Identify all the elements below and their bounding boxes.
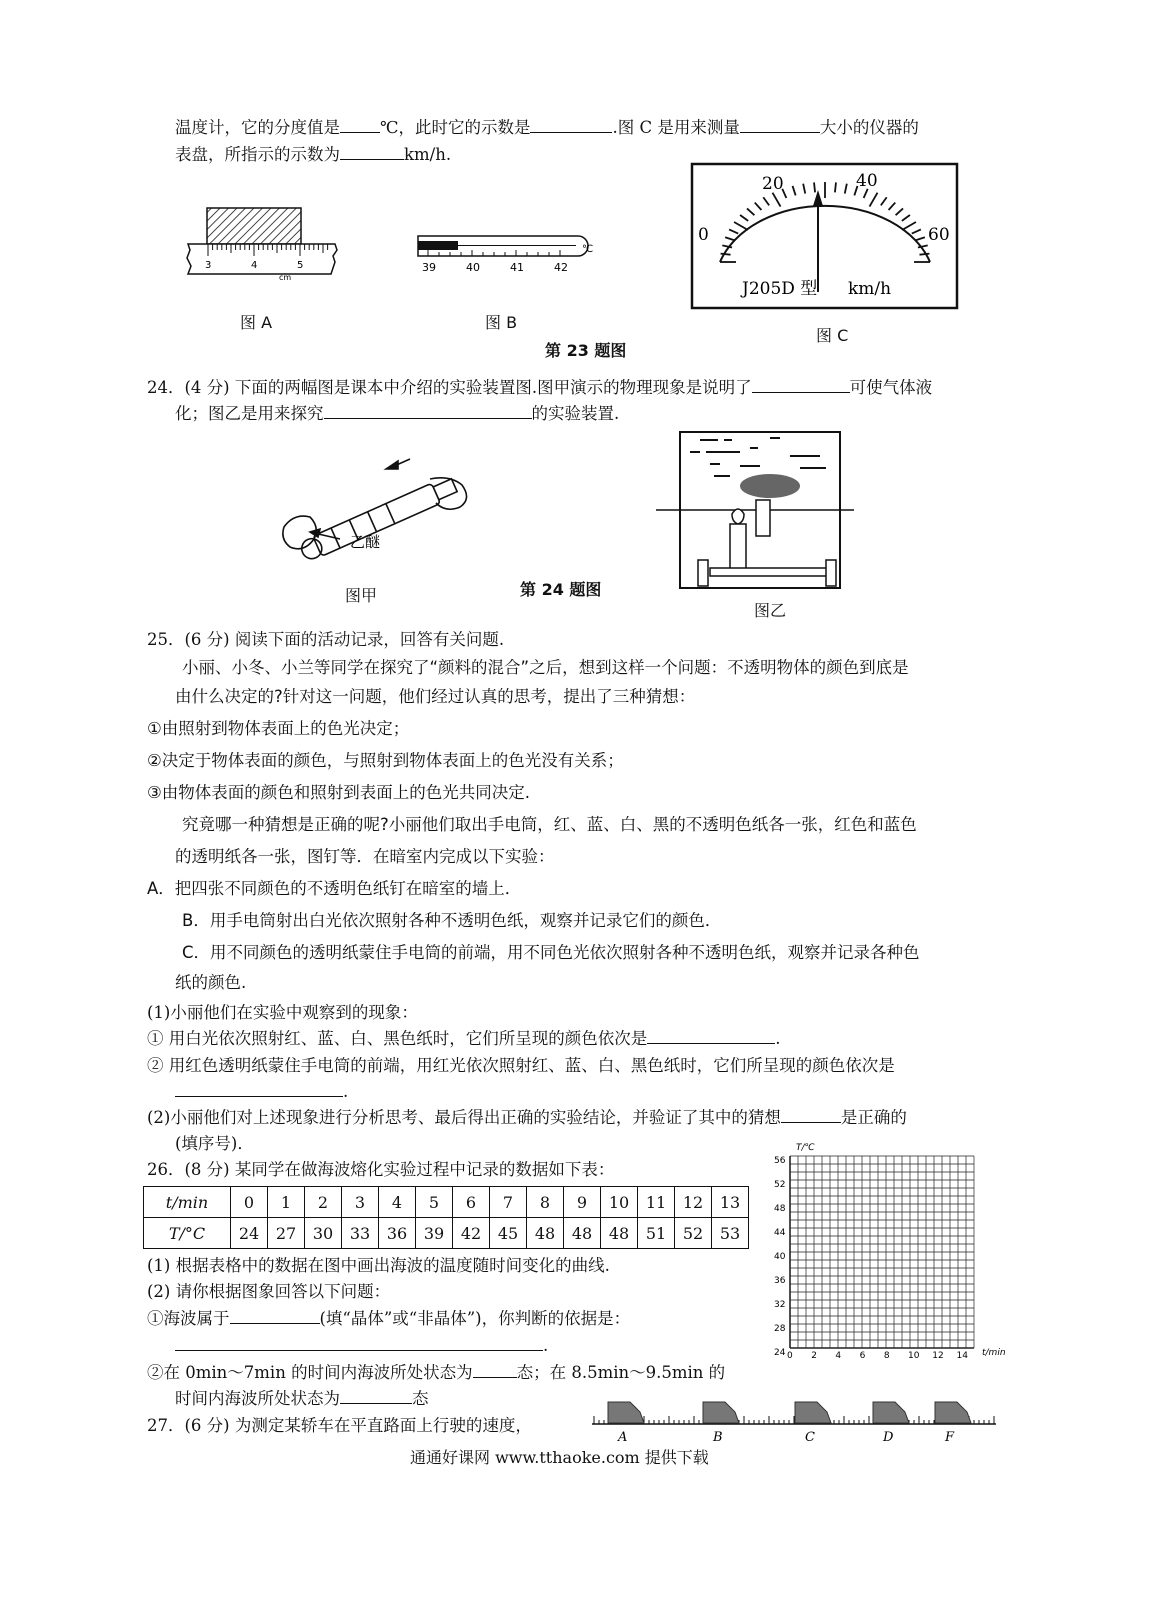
- speedometer-tick-label: 60: [928, 225, 950, 245]
- car-label: B: [713, 1430, 723, 1444]
- q25-step-b: B．用手电筒射出白光依次照射各种不透明色纸，观察并记录它们的颜色．: [182, 911, 722, 930]
- q26-data-table: [143, 1186, 749, 1249]
- speedometer-tick-label: 20: [762, 174, 784, 194]
- graph-y-tick: 28: [774, 1324, 786, 1334]
- speedometer-tick-label: 0: [698, 225, 709, 245]
- speedometer-tick: [919, 254, 929, 255]
- blank[interactable]: [324, 402, 532, 419]
- car-icon: [873, 1402, 909, 1423]
- speedometer-tick: [814, 182, 815, 192]
- table-cell: 27: [268, 1218, 305, 1249]
- q25-para1a: 小丽、小冬、小兰等同学在探究了“颜料的混合”之后，想到这样一个问题：不透明物体的颜色到底是: [182, 658, 909, 677]
- car-label: D: [883, 1430, 894, 1444]
- table-row: [144, 1218, 749, 1249]
- ruler-tick-label: 5: [297, 260, 304, 271]
- table-cell: 33: [342, 1218, 379, 1249]
- graph-y-tick: 44: [774, 1228, 786, 1238]
- q25-q1b: ② 用红色透明纸蒙住手电筒的前端，用红光依次照射红、蓝、白、黑色纸时，它们所呈现的颜色依次是: [147, 1056, 895, 1075]
- table-cell: 10: [601, 1187, 638, 1218]
- q26-step2b: ②在 0min～7min 的时间内海波所处状态为 态；在 8.5min～9.5min 的: [147, 1363, 726, 1382]
- q25-step-c-b: 纸的颜色.: [175, 973, 247, 992]
- graph-x-tick: 6: [859, 1351, 866, 1358]
- car-icon: [703, 1402, 739, 1423]
- graph-y-tick: 36: [774, 1276, 786, 1286]
- q26-step1: (1) 根据表格中的数据在图中画出海波的温度随时间变化的曲线.: [147, 1256, 610, 1275]
- graph-y-label: T/℃: [796, 1143, 815, 1153]
- blank[interactable]: [647, 1027, 775, 1044]
- q25-head: 25．(6 分) 阅读下面的活动记录，回答有关问题.: [147, 630, 505, 649]
- q25-step-c-a: C．用不同颜色的透明纸蒙住手电筒的前端，用不同色光依次照射各种不透明色纸，观察并记录各种色: [182, 943, 920, 962]
- blank[interactable]: [340, 116, 380, 133]
- q26-step2c: 时间内海波所处状态为 态: [175, 1389, 429, 1408]
- blank[interactable]: [230, 1307, 320, 1324]
- blank[interactable]: [340, 1387, 412, 1404]
- table-cell: 0: [231, 1187, 268, 1218]
- table-cell: 48: [527, 1218, 564, 1249]
- q25-q1a: ① 用白光依次照射红、蓝、白、黑色纸时，它们所呈现的颜色依次是 .: [147, 1029, 781, 1048]
- q25-step-a: A．把四张不同颜色的不透明色纸钉在暗室的墙上．: [147, 879, 522, 898]
- q25-guess1: ①由照射到物体表面上的色光决定；: [147, 719, 410, 738]
- ruler-unit: cm: [279, 273, 292, 282]
- table-cell: 5: [416, 1187, 453, 1218]
- q25-q1: (1)小丽他们在实验中观察到的现象：: [147, 1003, 418, 1022]
- table-cell: 3: [342, 1187, 379, 1218]
- blank[interactable]: [340, 143, 404, 160]
- q23-line2: 表盘，所指示的示数为 km/h.: [175, 145, 452, 164]
- car-icon: [608, 1402, 644, 1423]
- fig-c-label: 图 C: [816, 326, 849, 345]
- graph-x-tick: 10: [908, 1351, 920, 1358]
- graph-y-tick: 56: [774, 1156, 786, 1166]
- car-positions-figure: [590, 1392, 1000, 1444]
- q26-head: 26．(8 分) 某同学在做海波熔化实验过程中记录的数据如下表：: [147, 1160, 615, 1179]
- blank[interactable]: [530, 116, 612, 133]
- thermometer-unit: ℃: [582, 244, 594, 255]
- blank[interactable]: [740, 116, 820, 133]
- thermometer-tick-label: 40: [466, 261, 480, 274]
- speedometer-figure: [690, 162, 960, 312]
- q24-line2: 化；图乙是用来探究 的实验装置.: [175, 404, 620, 423]
- graph-x-tick: 14: [956, 1351, 968, 1358]
- table-cell: 30: [305, 1218, 342, 1249]
- graph-x-tick: 8: [883, 1351, 890, 1358]
- car-label: C: [805, 1430, 815, 1444]
- ruler-figure: [185, 200, 345, 290]
- q27-head: 27．(6 分) 为测定某轿车在平直路面上行驶的速度，: [147, 1416, 532, 1435]
- graph-y-tick: 32: [774, 1300, 786, 1310]
- fig-b-label: 图 B: [485, 313, 518, 332]
- table-cell: 2: [305, 1187, 342, 1218]
- table-cell: 11: [638, 1187, 675, 1218]
- table-cell: 8: [527, 1187, 564, 1218]
- blank[interactable]: [473, 1361, 517, 1378]
- car-icon: [795, 1402, 831, 1423]
- table-cell: 9: [564, 1187, 601, 1218]
- fig-jia-label: 图甲: [345, 586, 378, 605]
- table-header-cell: t/min: [144, 1187, 231, 1218]
- q25-q2a: (2)小丽他们对上述现象进行分析思考、最后得出正确的实验结论，并验证了其中的猜想 是正确的: [147, 1108, 907, 1127]
- speedometer-tick: [835, 182, 836, 192]
- thermometer-figure: [410, 230, 610, 280]
- q25-para2a: 究竟哪一种猜想是正确的呢?小丽他们取出手电筒，红、蓝、白、黑的不透明色纸各一张，红色和蓝色: [182, 815, 917, 834]
- blank[interactable]: [175, 1080, 343, 1097]
- q26-step2: (2) 请你根据图象回答以下问题：: [147, 1282, 391, 1301]
- table-cell: 39: [416, 1218, 453, 1249]
- table-row: [144, 1187, 749, 1218]
- q23-line1: 温度计，它的分度值是 ℃，此时它的示数是 .图 C 是用来测量 大小的仪器的: [175, 118, 919, 137]
- table-cell: 12: [675, 1187, 712, 1218]
- speedometer-tick-label: 40: [856, 171, 878, 191]
- graph-y-tick: 24: [774, 1348, 786, 1358]
- q23-caption: 第 23 题图: [545, 341, 627, 360]
- graph-y-tick: 40: [774, 1252, 786, 1262]
- table-cell: 48: [601, 1218, 638, 1249]
- table-cell: 53: [712, 1218, 749, 1249]
- q25-q1b-blank-line: .: [175, 1080, 348, 1104]
- blank[interactable]: [781, 1106, 841, 1123]
- table-cell: 13: [712, 1187, 749, 1218]
- table-cell: 52: [675, 1218, 712, 1249]
- car-label: A: [618, 1430, 628, 1444]
- speedometer-unit: km/h: [848, 279, 892, 299]
- graph-y-tick: 48: [774, 1204, 786, 1214]
- table-cell: 51: [638, 1218, 675, 1249]
- temperature-graph: [770, 1136, 1020, 1358]
- q25-para2b: 的透明纸各一张，图钉等．在暗室内完成以下实验：: [175, 847, 555, 866]
- q26-step2a-blank-line: .: [175, 1334, 548, 1358]
- blank[interactable]: [175, 1334, 543, 1351]
- ether-label: 乙醚: [350, 533, 381, 551]
- table-cell: 1: [268, 1187, 305, 1218]
- table-cell: 45: [490, 1218, 527, 1249]
- ruler-tick-label: 3: [205, 260, 212, 271]
- graph-x-tick: 4: [835, 1351, 842, 1358]
- speedometer-tick: [721, 254, 731, 255]
- q25-guess2: ②决定于物体表面的颜色，与照射到物体表面上的色光没有关系；: [147, 751, 624, 770]
- thermometer-tick-label: 42: [554, 261, 568, 274]
- car-icon: [935, 1402, 971, 1423]
- thermometer-tick-label: 41: [510, 261, 524, 274]
- car-label: F: [945, 1430, 955, 1444]
- fig-a-label: 图 A: [240, 313, 273, 332]
- fig-yi-label: 图乙: [754, 601, 787, 620]
- footer: 通通好课网 www.tthaoke.com 提供下载: [410, 1448, 709, 1467]
- table-cell: 48: [564, 1218, 601, 1249]
- graph-x-label: t/min: [982, 1348, 1006, 1358]
- table-cell: 4: [379, 1187, 416, 1218]
- syringe-figure: [280, 455, 480, 565]
- table-cell: 36: [379, 1218, 416, 1249]
- q25-guess3: ③由物体表面的颜色和照射到表面上的色光共同决定.: [147, 783, 531, 802]
- table-header-cell: T/°C: [144, 1218, 231, 1249]
- q24-caption: 第 24 题图: [520, 580, 602, 599]
- q24-line1: 24．(4 分) 下面的两幅图是课本中介绍的实验装置图.图甲演示的物理现象是说明了 可使气体液: [147, 378, 933, 397]
- q25-para1b: 由什么决定的?针对这一问题，他们经过认真的思考，提出了三种猜想：: [175, 687, 696, 706]
- thermometer-tick-label: 39: [422, 261, 436, 274]
- q25-q2b: (填序号)．: [175, 1134, 254, 1153]
- table-cell: 42: [453, 1218, 490, 1249]
- blank[interactable]: [752, 376, 850, 393]
- graph-y-tick: 52: [774, 1180, 786, 1190]
- candle-apparatus-figure: [650, 428, 860, 598]
- ruler-tick-label: 4: [251, 260, 258, 271]
- graph-x-tick: 12: [932, 1351, 944, 1358]
- graph-x-tick: 2: [811, 1351, 817, 1358]
- q26-step2a: ①海波属于 (填“晶体”或“非晶体”)，你判断的依据是：: [147, 1309, 631, 1328]
- graph-x-tick: 0: [787, 1351, 793, 1358]
- table-cell: 7: [490, 1187, 527, 1218]
- table-cell: 24: [231, 1218, 268, 1249]
- table-cell: 6: [453, 1187, 490, 1218]
- speedometer-model: J205D 型: [742, 279, 818, 299]
